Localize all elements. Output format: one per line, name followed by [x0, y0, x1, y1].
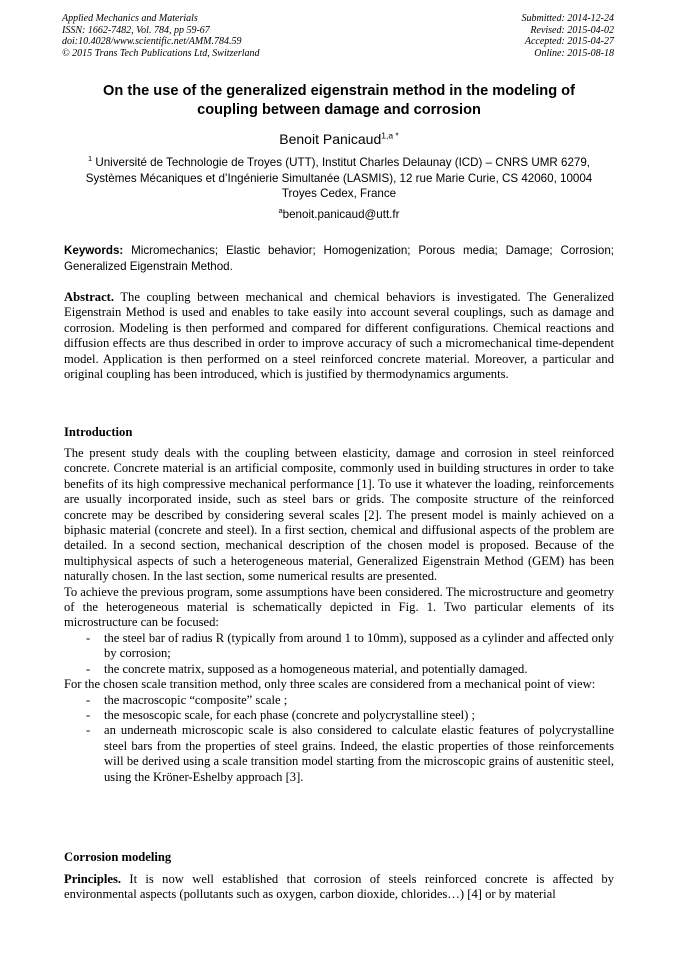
journal-info — [62, 13, 260, 59]
list-item-text: the concrete matrix, supposed as a homogeneous material, and potentially damaged. — [104, 661, 528, 676]
keywords — [64, 243, 614, 274]
date-submitted: Submitted: 2014-12-24 — [521, 13, 614, 24]
affiliation-line: Systèmes Mécaniques et d’Ingénierie Simultanée (LASMIS), 12 rue Marie Curie, CS 42060, 10004 — [85, 171, 593, 185]
title-line: coupling between damage and corrosion — [197, 102, 481, 118]
list-item — [64, 662, 614, 677]
publication-dates — [522, 13, 615, 59]
abstract — [64, 290, 614, 382]
list-bullet: - — [86, 630, 91, 645]
journal-issn: ISSN: 1662-7482, Vol. 784, pp 59-67 — [62, 24, 210, 36]
date-revised: Revised: 2015-04-02 — [530, 24, 614, 36]
list-bullet: - — [86, 661, 91, 676]
list-bullet: - — [86, 723, 91, 738]
email-sup: a — [278, 206, 283, 216]
date-online: Online: 2015-08-18 — [534, 47, 614, 59]
date-accepted: Accepted: 2015-04-27 — [524, 36, 614, 48]
paragraph: To achieve the previous program, some assumptions have been considered. The microstructure and geometry of the heterogeneous material is schematically depicted in Fig. 1. Two particular elements of its microstructure can be focused: — [64, 584, 614, 630]
journal-copyright: © 2015 Trans Tech Publications Ltd, Switzerland — [62, 47, 260, 59]
keywords-text: Micromechanics; Elastic behavior; Homogenization; Porous media; Damage; Corrosion; Generalized Eigenstrain Method. — [64, 244, 614, 273]
keywords-label: Keywords: — [64, 244, 124, 257]
author-email — [64, 207, 614, 222]
introduction-body — [64, 446, 614, 785]
principles-paragraph — [64, 872, 614, 903]
affiliation-line: Université de Technologie de Troyes (UTT), Institut Charles Delaunay (ICD) – CNRS UMR 6279, — [92, 156, 591, 169]
section-heading-introduction: Introduction — [64, 425, 133, 439]
affiliation-sup: 1 — [87, 154, 93, 164]
paper-title — [64, 82, 614, 120]
paragraph: For the chosen scale transition method, only three scales are considered from a mechanical point of view: — [64, 677, 596, 692]
abstract-label: Abstract. — [64, 290, 115, 304]
affiliation-line: Troyes Cedex, France — [281, 187, 397, 200]
list-item-text: the macroscopic “composite” scale ; — [104, 692, 288, 707]
list-bullet: - — [86, 692, 91, 707]
list-item-text: an underneath microscopic scale is also considered to calculate elastic features of polycrystalline steel bars from the properties of steel grains. Indeed, the elastic properties of those reinforcements will be derived using a scale transition model starting from the microscopic grains of austenitic steel, using the Kröner-Eshelby approach [3]. — [104, 723, 614, 784]
list-item — [64, 693, 614, 708]
author-sup: 1,a * — [381, 130, 399, 141]
list-bullet: - — [86, 707, 91, 722]
author-name: Benoit Panicaud — [279, 131, 382, 147]
abstract-text: The coupling between mechanical and chemical behaviors is investigated. The Generalized Eigenstrain Method is used and enables to take easily into account several couplings, such as damage and corrosion. Modeling is then performed and compared for different configurations. Chemical reactions and diffusion effects are thus described in order to improve accuracy of such a micromechanical time-dependent model. Application is then performed on a steel reinforced concrete material. Moreover, a particular and original coupling has been introduced, which is justified by thermodynamics arguments. — [64, 290, 614, 382]
list-item-text: the mesoscopic scale, for each phase (concrete and polycrystalline steel) ; — [104, 707, 476, 722]
section-heading-corrosion: Corrosion modeling — [64, 850, 172, 864]
list-item-text: the steel bar of radius R (typically from around 1 to 10mm), supposed as a cylinder and affected only by corrosion; — [104, 630, 614, 661]
principles-text: It is now well established that corrosion of steels reinforced concrete is affected by environmental aspects (pollutants such as oxygen, carbon dioxide, chlorides…) [4] or by material — [64, 872, 614, 902]
email-address: benoit.panicaud@utt.fr — [282, 208, 400, 221]
list-item — [64, 631, 614, 662]
paragraph: The present study deals with the coupling between elasticity, damage and corrosion in steel reinforced concrete. Concrete material is an artificial composite, commonly used in building structures in order to take benefits of its high compressive mechanical performance [1]. To use it whatever the loading, reinforcements are usually incorporated inside, such as steel bars or grids. The composite structure of the reinforced concrete may be described by considering several scales [2]. The present model is mainly achieved on a biphasic material (concrete and steel). In a first section, chemical and diffusional aspects of the problem are detailed. In a second section, mechanical description of the chosen model is proposed. Because of the multiphysical aspects of such a heterogeneous material, Generalized Eigenstrain Method (GEM) has been naturally chosen. In the last section, some numerical results are presented. — [64, 446, 614, 584]
journal-name: Applied Mechanics and Materials — [62, 13, 198, 24]
list-item — [64, 708, 614, 723]
affiliation — [62, 155, 616, 202]
author — [64, 130, 614, 148]
principles-label: Principles. — [64, 872, 122, 886]
title-line: On the use of the generalized eigenstrain method in the modeling of — [103, 83, 575, 99]
list-item — [64, 723, 614, 785]
journal-doi: doi:10.4028/www.scientific.net/AMM.784.59 — [62, 36, 242, 48]
